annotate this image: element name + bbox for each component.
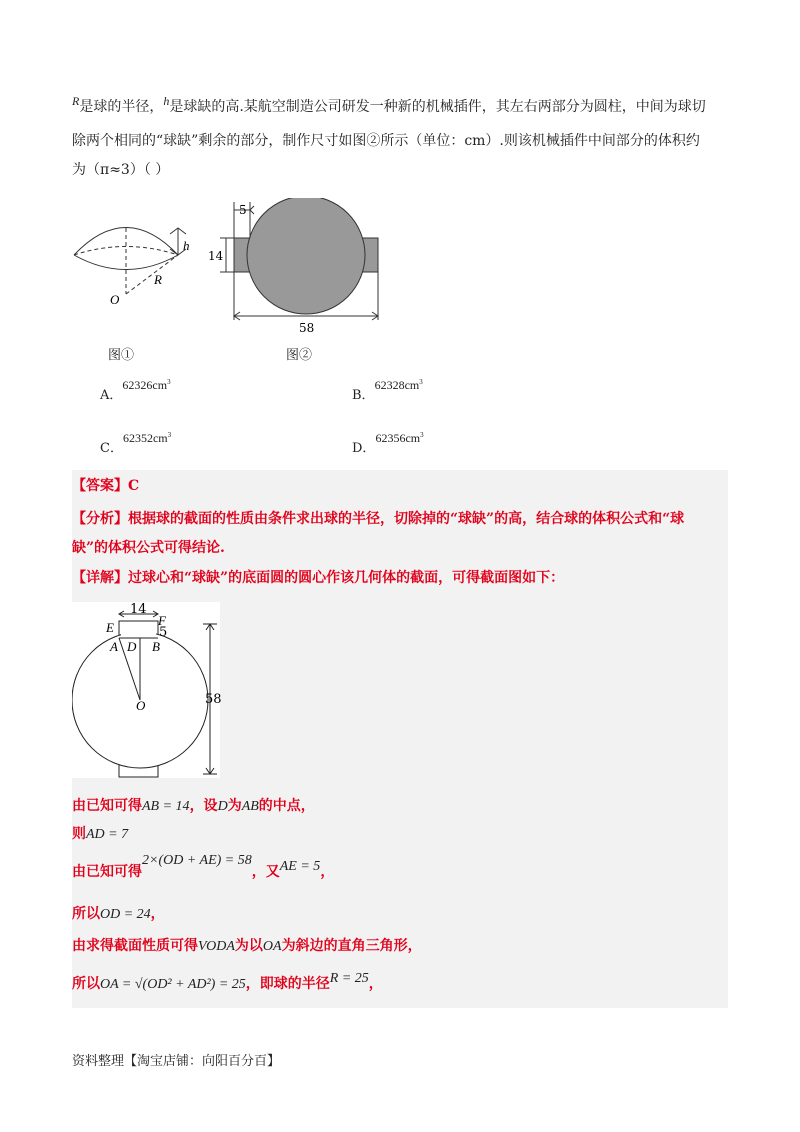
math-AB: AB: [241, 799, 259, 814]
option-letter: C．: [100, 441, 123, 456]
detail-text: 过球心和“球缺”的底面圆的圆心作该几何体的截面，可得截面图如下：: [128, 570, 565, 586]
figure-3-cross-section: [72, 602, 232, 778]
math-AD-7: AD = 7: [86, 827, 129, 842]
analysis-line-1: [72, 504, 732, 534]
footer-text: 资料整理【淘宝店铺：向阳百分百】: [72, 1054, 281, 1069]
fig1-label-R: R: [154, 272, 162, 287]
text-seg: 由求得截面性质可得: [72, 938, 198, 954]
math-D: D: [217, 799, 228, 814]
math-OA: OA: [262, 939, 282, 954]
option-value: [122, 378, 170, 392]
text-seg: 是球缺的高.某航空制造公司研发一种新的机械插件，其左右两部分为圆柱，中间为球切: [169, 99, 706, 115]
fig2-caption: 图②: [286, 348, 313, 363]
figure-2-part: [205, 198, 390, 334]
option-unit-exp: 3: [419, 378, 423, 386]
text-seg: 则: [72, 826, 86, 842]
fig1-label-O: O: [110, 292, 120, 307]
text-seg: 所以: [72, 976, 100, 992]
text-seg: 为斜边的直角三角形，: [281, 938, 422, 954]
fig1-label-h: h: [183, 238, 190, 253]
var-R: R: [72, 94, 80, 108]
math-2-OD-AE: 2×(OD + AE) = 58: [142, 853, 252, 868]
solution-step-4: [72, 902, 165, 927]
question-line-2: 除两个相同的“球缺”剩余的部分，制作尺寸如图②所示（单位：cm）.则该机械插件中间部分的体积约: [72, 133, 700, 149]
option-value: [375, 378, 423, 392]
option-value-text: 62326cm: [122, 378, 168, 392]
option-letter: B．: [352, 388, 375, 403]
math-AE-5: AE = 5: [279, 859, 321, 874]
option-letter: D．: [352, 441, 376, 456]
text-seg: 为以: [234, 938, 263, 954]
detail-label: 【详解】: [72, 570, 128, 586]
fig3-label-14: 14: [130, 602, 147, 617]
fig1-caption: 图①: [108, 348, 135, 363]
solution-step-6: [72, 972, 383, 997]
option-value: [123, 431, 171, 445]
text-seg: 为: [227, 798, 242, 814]
text-seg: 是球的半径，: [79, 99, 164, 115]
option-value-text: 62352cm: [122, 431, 168, 445]
text-seg: ，设: [189, 798, 218, 814]
detail-line: [72, 566, 564, 590]
text-seg: 所以: [72, 906, 100, 922]
fig2-label-5: 5: [239, 203, 247, 217]
question-line-3: 为（π≈3）（ ）: [72, 162, 170, 178]
option-unit-exp: 3: [420, 431, 424, 439]
text-seg: ，: [368, 976, 383, 992]
math-OD-24: OD = 24: [100, 907, 151, 922]
answer-label: 【答案】: [72, 478, 128, 494]
text-seg: ，又: [251, 864, 280, 880]
fig3-label-58: 58: [205, 692, 222, 707]
option-letter: A．: [100, 388, 123, 403]
var-h: h: [163, 94, 170, 108]
fig3-label-5: 5: [159, 625, 168, 640]
option-a[interactable]: [100, 378, 171, 403]
text-seg: ，: [150, 906, 165, 922]
math-AB-14: AB = 14: [142, 799, 190, 814]
fig3-label-O: O: [136, 698, 146, 713]
fig3-label-A: A: [110, 639, 118, 654]
analysis-label: 【分析】: [72, 511, 128, 527]
fig2-label-14: 14: [208, 249, 224, 263]
fig2-label-58: 58: [299, 321, 315, 334]
analysis-line-2: 缺”的体积公式可得结论.: [72, 540, 225, 556]
text-seg: 由已知可得: [72, 864, 142, 880]
fig3-label-B: B: [152, 639, 160, 654]
analysis-text: 根据球的截面的性质由条件求出球的半径，切除掉的“球缺”的高，结合球的体积公式和“球: [128, 511, 685, 527]
fig3-label-E: E: [106, 620, 114, 635]
solution-step-1: [72, 794, 315, 819]
option-unit-exp: 3: [167, 431, 172, 439]
text-seg: ，: [320, 864, 335, 880]
option-b[interactable]: [352, 378, 423, 403]
question-line-1: [72, 92, 732, 122]
option-value-text: 62328cm: [374, 378, 420, 392]
fig3-label-F: F: [158, 613, 166, 628]
math-triangle-ODA: VODA: [198, 939, 235, 954]
option-unit-exp: 3: [167, 378, 171, 386]
answer-line: [72, 474, 139, 498]
answer-value: C: [128, 478, 140, 494]
solution-step-3: [72, 853, 335, 885]
option-value-text: 62356cm: [375, 431, 421, 445]
math-R-25: R = 25: [329, 971, 369, 986]
option-d[interactable]: [352, 431, 424, 456]
text-seg: 由已知可得: [72, 798, 142, 814]
fig3-label-D: D: [127, 639, 137, 654]
text-seg: ，即球的半径: [245, 976, 330, 992]
solution-step-2: [72, 822, 128, 847]
text-seg: 的中点，: [258, 798, 315, 814]
option-c[interactable]: [100, 431, 172, 456]
math-OA-25: OA = √(OD² + AD²) = 25: [100, 977, 246, 992]
option-value: [375, 431, 423, 445]
figure-1-spherical-cap: [66, 212, 206, 322]
solution-step-5: [72, 934, 422, 959]
